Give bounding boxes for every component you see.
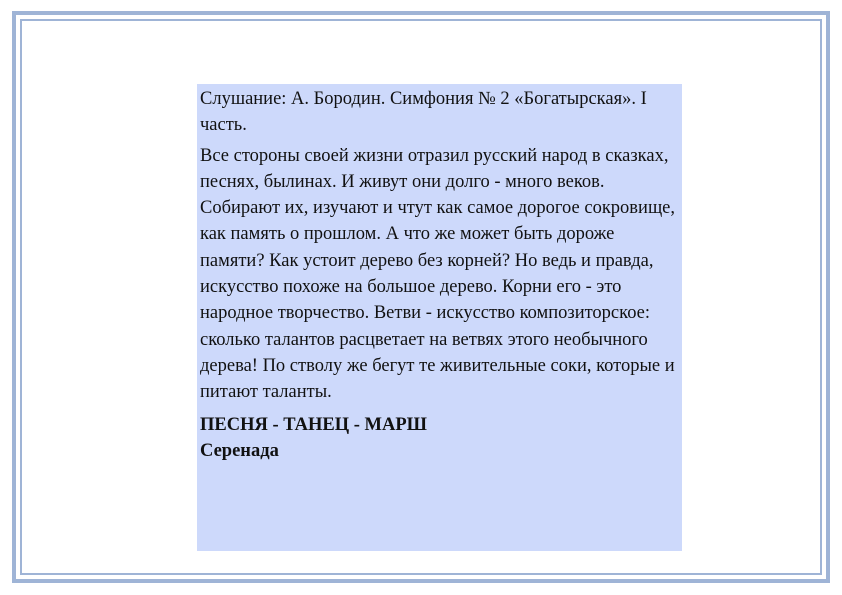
listening-heading: Слушание: А. Бородин. Симфония № 2 «Богатырская». I часть. [200,89,647,136]
body-paragraph: Все стороны своей жизни отразил русский народ в сказках, песнях, былинах. И живут они долго - много веков. Собирают их, изучают и чтут как самое дорогое сокровище, как память о прошлом. А что же может быть дороже памяти? Как устоит дерево без корней? Но ведь и правда, искусство похоже на большое дерево. Корни его - это народное творчество. Ветви - искусство композиторское: сколько талантов расцветает на ветвях этого необычного дерева! По стволу же бегут те живительные соки, которые и питают таланты. [200,145,676,403]
text-box [197,84,682,551]
piece-title: Серенада [200,440,279,461]
genres-heading: ПЕСНЯ - ТАНЕЦ - МАРШ [200,414,427,435]
